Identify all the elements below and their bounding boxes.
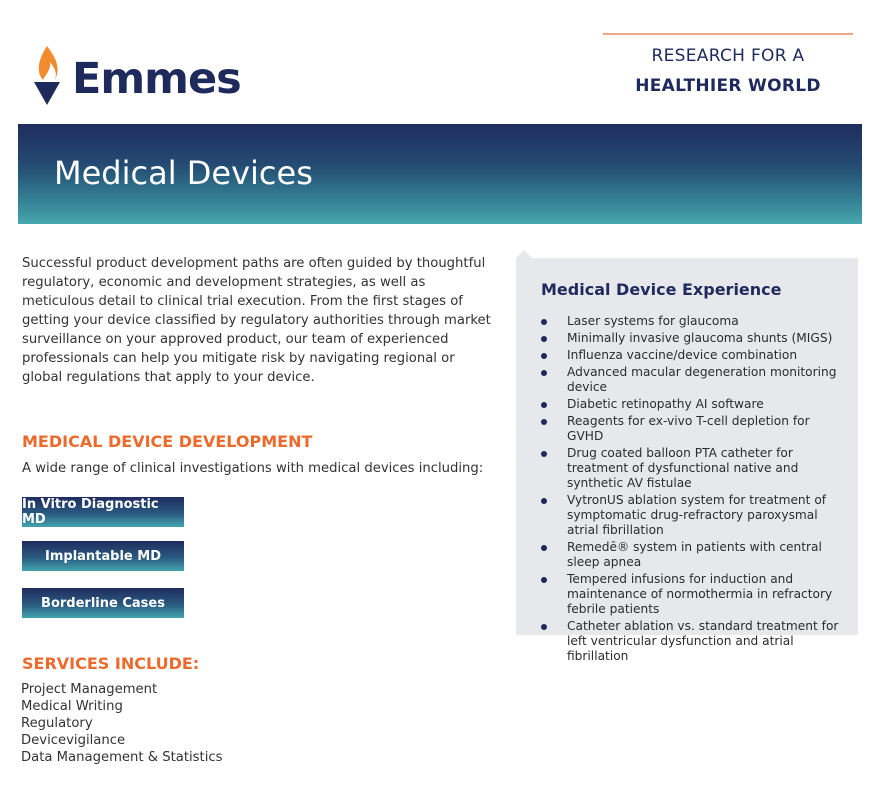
list-item-text: Diabetic retinopathy AI software (567, 397, 764, 411)
list-item (541, 540, 846, 570)
services-heading: SERVICES INCLUDE: (22, 654, 200, 673)
list-item: Devicevigilance (21, 733, 126, 748)
in-vitro-diagnostic-button[interactable]: In Vitro Diagnostic MD (22, 497, 184, 527)
development-heading: MEDICAL DEVICE DEVELOPMENT (22, 432, 313, 451)
development-text: A wide range of clinical investigations with medical devices including: (22, 461, 484, 476)
list-item: Regulatory (21, 716, 93, 731)
experience-list (541, 314, 846, 666)
list-item-text: Catheter ablation vs. standard treatment for left ventricular dysfunction and atrial fibrillation (567, 619, 839, 663)
list-item: Medical Writing (21, 699, 123, 714)
list-item: Data Management & Statistics (21, 750, 223, 765)
tagline-line-1: RESEARCH FOR A (651, 46, 805, 66)
list-item (541, 314, 846, 329)
title-banner (18, 124, 862, 224)
list-item (541, 348, 846, 363)
tagline-rule (603, 33, 853, 35)
bullet-icon (541, 419, 547, 425)
list-item-text: Drug coated balloon PTA catheter for treatment of dysfunctional native and synthetic AV fistulae (567, 446, 799, 490)
bullet-icon (541, 319, 547, 325)
list-item (541, 493, 846, 538)
bullet-icon (541, 624, 547, 630)
emmes-logo (32, 44, 241, 108)
list-item (541, 446, 846, 491)
brand-name: Emmes (72, 54, 241, 104)
list-item-text: Minimally invasive glaucoma shunts (MIGS) (567, 331, 833, 345)
list-item (541, 331, 846, 346)
bullet-icon (541, 577, 547, 583)
experience-panel (516, 258, 858, 663)
experience-title: Medical Device Experience (541, 280, 782, 299)
bullet-icon (541, 545, 547, 551)
flame-icon (32, 44, 62, 106)
bullet-icon (541, 451, 547, 457)
list-item: Project Management (21, 682, 158, 697)
borderline-cases-button[interactable]: Borderline Cases (22, 588, 184, 618)
list-item-text: Advanced macular degeneration monitoring device (567, 365, 837, 394)
implantable-button[interactable]: Implantable MD (22, 541, 184, 571)
bullet-icon (541, 370, 547, 376)
list-item-text: Influenza vaccine/device combination (567, 348, 798, 362)
tagline-line-2: HEALTHIER WORLD (635, 76, 821, 96)
list-item (541, 572, 846, 617)
list-item (541, 397, 846, 412)
list-item-text: Reagents for ex-vivo T-cell depletion for GVHD (567, 414, 810, 443)
list-item-text: Remedē® system in patients with central sleep apnea (567, 540, 822, 569)
intro-paragraph: Successful product development paths are often guided by thoughtful regulatory, economic and development strategies, as well as meticulous detail to clinical trial execution. From the first stages of getting your device classified by regulatory authorities through market surveillance on your approved product, our team of experienced professionals can help you mitigate risk by navigating regional or global regulations that apply to your device. (22, 256, 491, 385)
services-list (21, 681, 223, 766)
bullet-icon (541, 336, 547, 342)
panel-notch (516, 250, 532, 258)
page-title: Medical Devices (54, 154, 313, 192)
list-item (541, 619, 846, 664)
list-item (541, 414, 846, 444)
bullet-icon (541, 498, 547, 504)
list-item-text: VytronUS ablation system for treatment of symptomatic drug-refractory paroxysmal atrial fibrillation (567, 493, 827, 537)
list-item (541, 365, 846, 395)
bullet-icon (541, 402, 547, 408)
bullet-icon (541, 353, 547, 359)
list-item-text: Tempered infusions for induction and maintenance of normothermia in refractory febrile patients (567, 572, 833, 616)
list-item-text: Laser systems for glaucoma (567, 314, 739, 328)
